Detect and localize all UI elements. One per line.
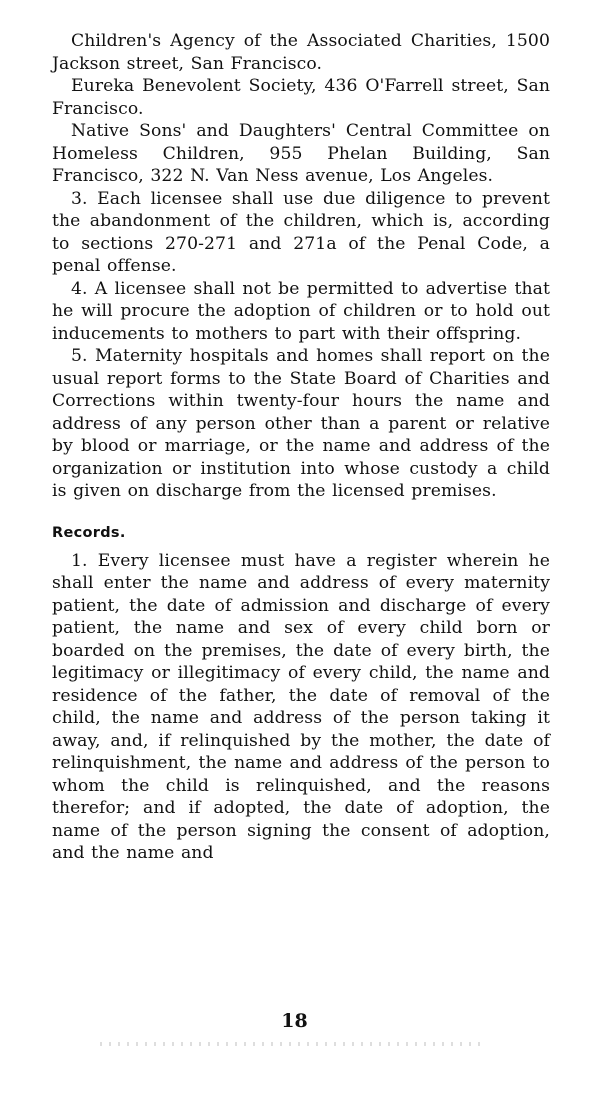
agency-listing-eureka-society: Eureka Benevolent Society, 436 O'Farrell street, San Francisco. bbox=[52, 76, 550, 119]
agency-listing-childrens-agency: Children's Agency of the Associated Charities, 1500 Jackson street, San Francisco. bbox=[52, 31, 550, 74]
page-number: 18 bbox=[281, 1010, 308, 1032]
scan-artifact bbox=[100, 1042, 480, 1046]
rule-3-abandonment: 3. Each licensee shall use due diligence to prevent the abandonment of the children, which is, according to sections 270-271 and 271a of the Penal Code, a penal offense. bbox=[52, 188, 550, 276]
document-page bbox=[52, 30, 550, 865]
rule-4-advertising: 4. A licensee shall not be permitted to advertise that he will procure the adoption of children or to hold out inducements to mothers to part with their offspring. bbox=[52, 278, 550, 344]
rule-5-maternity-reports: 5. Maternity hospitals and homes shall report on the usual report forms to the State Board of Charities and Corrections within twenty-four hours the name and address of any person other than a parent or relative by blood or marriage, or the name and address of the organization or institution into whose custody a child is given on discharge from the licensed premises. bbox=[52, 346, 550, 501]
records-rule-1-register: 1. Every licensee must have a register wherein he shall enter the name and address of every maternity patient, the date of admission and discharge of every patient, the name and sex of every child born or boarded on the premises, the date of every birth, the legitimacy or illegitimacy of every child, the name and residence of the father, the date of removal of the child, the name and address of the person taking it away, and, if relinquished by the mother, the date of relinquishment, the name and address of the person to whom the child is relinquished, and the reasons therefor; and if adopted, the date of adoption, the name of the person signing the consent of adoption, and the name and bbox=[52, 550, 550, 863]
section-heading-records: Records. bbox=[52, 524, 126, 541]
agency-listing-native-sons: Native Sons' and Daughters' Central Committee on Homeless Children, 955 Phelan Building, San Francisco, 322 N. Van Ness avenue, Los Angeles. bbox=[52, 121, 550, 186]
